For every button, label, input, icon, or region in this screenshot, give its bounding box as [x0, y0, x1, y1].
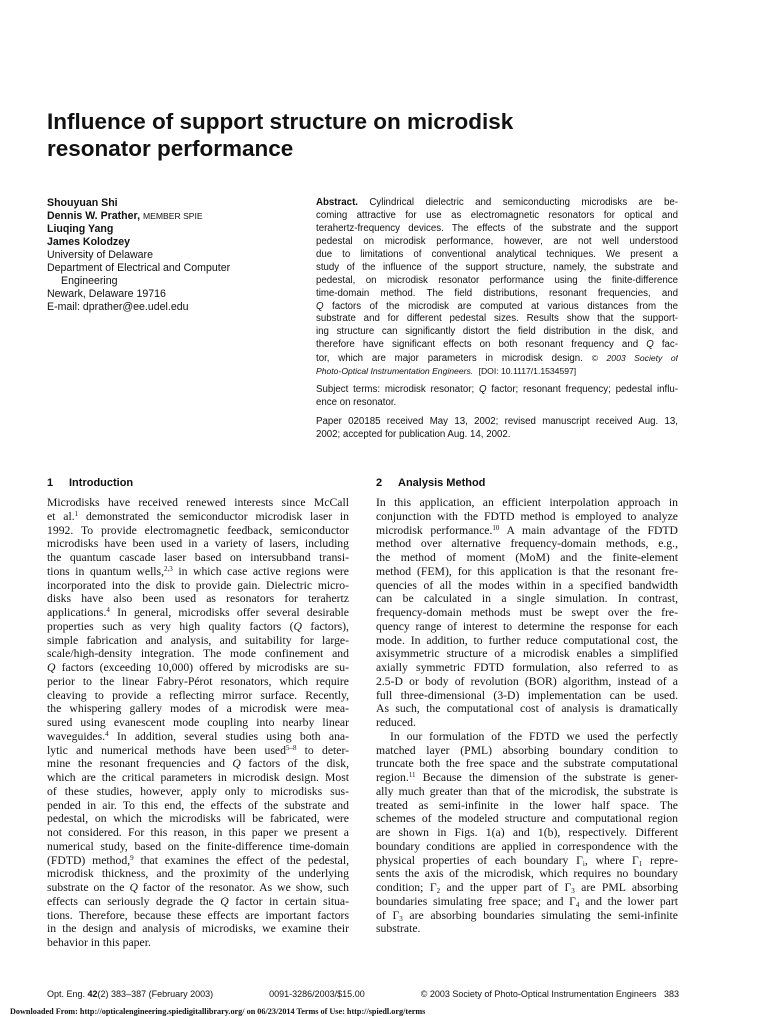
paper-history: Paper 020185 received May 13, 2002; revised manuscript received Aug. 13, 2002; accepted for publication Aug. 14, 2002. — [316, 416, 678, 440]
text-line: In our formulation of the FDTD we used the perfectly — [390, 729, 678, 743]
author-name: Shouyuan Shi — [47, 197, 118, 209]
abstract-label: Abstract. — [316, 197, 358, 208]
section-heading-analysis-method: 2 Analysis Method — [376, 477, 486, 489]
text-line: region.$^{11}$ Because the dimension of the substrate is gener- — [376, 771, 678, 784]
text-line: the method of moment (MoM) and the finite-element — [376, 551, 678, 564]
text-line: applications.$^4$ In general, microdisks offer several desirable — [47, 606, 349, 619]
text-line: mode. In addition, to further reduce computational cost, the — [376, 633, 678, 647]
text-line: microdisk performance.$^{10}$ A main advantage of the FDTD — [376, 523, 678, 537]
text-line: in the design and analysis of microdisks, we examine their — [47, 922, 349, 936]
text-line: axisymmetric structure of a microdisk enables a simplified — [376, 647, 678, 661]
text-line: pedestal, on which the microdisks will be fabricated, were — [47, 812, 349, 826]
text-line: truncate both the free space and the substrate computational — [376, 757, 678, 771]
title-line-2: resonator performance — [47, 136, 294, 161]
text-line: not considered. For this reason, in this paper we present a — [47, 826, 349, 839]
text-line: can be calculated in a single simulation. In contrast, — [376, 592, 678, 606]
text-line: behavior in this paper. — [47, 936, 151, 949]
email: E-mail: dprather@ee.udel.edu — [47, 301, 189, 313]
text-line: et al.$^1$ demonstrated the semiconductor microdisk laser in — [47, 509, 349, 523]
author-name: Dennis W. Prather, — [47, 210, 141, 222]
text-line: tions in quantum wells,$^{2,3}$ in which case active regions were — [47, 564, 349, 578]
author-name: Liuqing Yang — [47, 223, 114, 235]
abstract-text: Abstract. Cylindrical dielectric and semiconducting microdisks are be- coming attractive for use as electromagnetic resonators for optical and terahertz-frequency devices. The effects of the substrate and the support pedestal on microdisk performance, however, are not well understood due to limitations of conventional analytical techniques. We present a study of the influence of the support structure, namely, the substrate and pedestal, on microdisk resonator performance using the finite-difference time-domain method. The field distributions, resonant frequencies, and Q factors of the microdisk are computed at various distances from the substrate and for different pedestal sizes. Results show that the support- ing structure can significantly distort the field distribution in the disk, and therefore have significant effects on both resonant frequency and Q fac- tor, which are major parameters in microdisk design. © 2003 Society of Photo-Optical Instrumentation Engineers. [DOI: 10.1117/1.1534597] — [316, 197, 678, 377]
text-line: effects can seriously degrade the Q factor in certain situa- — [47, 894, 349, 908]
text-line: are shown in Figs. 1(a) and 1(b), respectively. Different — [376, 826, 678, 839]
text-line: the quantum cascade laser based on intersubband transi- — [47, 551, 349, 564]
abstract-block — [316, 197, 678, 448]
text-line: cleaving to provide a reflecting mirror surface. Recently, — [47, 688, 349, 702]
paper-title — [47, 108, 607, 162]
affiliation: University of Delaware — [47, 249, 153, 261]
text-line: substrate. — [376, 922, 421, 936]
text-line: treated as semi-infinite in the lower half space. The — [376, 798, 678, 812]
text-line: method over alternative frequency-domain methods, e.g., — [376, 537, 678, 551]
page-number: 383 — [663, 989, 679, 999]
text-line: the whispering gallery modes of a microdisk were mea- — [47, 702, 349, 716]
text-line: boundary conditions are applied in correspondence with the — [376, 839, 678, 853]
text-line: Q factors (exceeding 10,000) offered by microdisks are su- — [47, 661, 349, 674]
text-line: As such, the computational cost of analysis is dramatically — [376, 702, 678, 716]
text-line: Microdisks have received renewed interests since McCall — [47, 496, 349, 509]
text-line: tions. Therefore, because these effects are important factors — [47, 908, 349, 922]
text-line: disks have also been used as resonators for terahertz — [47, 592, 349, 606]
text-line: condition; $\Gamma_2$ and the upper part of $\Gamma_3$ are PML absorbing — [376, 881, 678, 895]
subject-terms: Subject terms: microdisk resonator; Q factor; resonant frequency; pedestal influ- ence on resonator. — [316, 384, 678, 409]
affiliation: Engineering — [61, 275, 118, 287]
doi: [DOI: 10.1117/1.1534597] — [478, 366, 577, 377]
text-line: properties such as very high quality factors (Q factors), — [47, 619, 349, 633]
text-line: lytic and numerical methods have been used$^{5-8}$ to deter- — [47, 743, 349, 757]
text-line: conjunction with the FDTD method is employed to analyze — [376, 509, 678, 523]
introduction-body — [47, 496, 349, 950]
text-line: sents the axis of the microdisk, which requires no boundary — [376, 867, 678, 881]
text-line: method (FEM), for this application is that the resonant fre- — [376, 564, 678, 578]
citation: Opt. Eng. 42(2) 383–387 (February 2003) — [47, 989, 214, 999]
text-line: full three-dimensional (3-D) implementation can be used. — [376, 688, 678, 702]
member-tag: MEMBER SPIE — [142, 211, 203, 221]
text-line: microdisk thickness, and the proximity of the underlying — [47, 867, 349, 881]
author-line — [47, 210, 307, 223]
text-line: ally much greater than that of the microdisk, the substrate is — [376, 784, 678, 798]
text-line: sured using evanescent mode coupling into nearby linear — [47, 716, 349, 729]
text-line: boundaries simulating free space; and $\Gamma_4$ and the lower part — [376, 894, 678, 909]
text-line: incorporated into the disk to provide gain. Dielectric micro- — [47, 578, 349, 592]
text-line: schemes of the modeled structure and computational region — [376, 812, 678, 826]
text-line: quencies of all the modes within in a specified bandwidth — [376, 578, 678, 592]
copyright-footer: © 2003 Society of Photo-Optical Instrumentation Engineers 383 — [420, 989, 679, 999]
text-line: pended in air. To this end, the effects of the substrate and — [47, 798, 349, 812]
text-line: reduced. — [376, 716, 416, 729]
text-line: scale/high-density integration. The mode confinement and — [47, 647, 349, 661]
author-name: James Kolodzey — [47, 236, 131, 248]
text-line: substrate on the Q factor of the resonator. As we show, such — [47, 881, 349, 894]
title-line-1: Influence of support structure on microdisk — [47, 109, 514, 134]
text-line: frequency-domain methods must be swept over the fre- — [376, 606, 678, 619]
text-line: 1992. To provide electromagnetic feedback, semiconductor — [47, 523, 349, 537]
analysis-method-body — [376, 496, 678, 936]
section-heading-introduction: 1 Introduction — [47, 477, 134, 489]
text-line: numerical study, based on the finite-difference time-domain — [47, 839, 349, 853]
text-line: matched layer (PML) absorbing boundary condition to — [376, 743, 678, 757]
author-block — [47, 197, 307, 314]
text-line: quency range of interest to determine the response for each — [376, 619, 678, 633]
text-line: perior to the linear Fabry-Pérot resonators, which require — [47, 674, 349, 688]
text-line: simple fabrication and analysis, and suitability for large- — [47, 633, 349, 647]
text-line: of these studies, however, apply only to microdisks sus- — [47, 784, 349, 798]
affiliation: Department of Electrical and Computer — [47, 262, 231, 274]
text-line: axially symmetric FDTD formulation, also referred to as — [376, 661, 678, 674]
text-line: 2.5-D or body of revolution (BOR) algorithm, instead of a — [376, 674, 678, 688]
text-line: waveguides.$^4$ In addition, several studies using both ana- — [47, 729, 349, 743]
text-line: physical properties of each boundary $\Gamma_i$, where $\Gamma_1$ repre- — [376, 853, 678, 868]
text-line: (FDTD) method,$^9$ that examines the effect of the pedestal, — [47, 853, 349, 867]
text-line: mine the resonant frequencies and Q factors of the disk, — [47, 757, 349, 771]
copyright-note: © 2003 Society of — [591, 353, 678, 364]
page-footer — [47, 989, 679, 999]
download-notice: Downloaded From: http://opticalengineering.spiedigitallibrary.org/ on 06/23/2014 Terms of Use: http://spiedl.org/terms — [10, 1007, 426, 1016]
address: Newark, Delaware 19716 — [47, 288, 166, 300]
text-line: In this application, an efficient interpolation approach in — [376, 496, 678, 509]
text-line: which are the critical parameters in microdisk design. Most — [47, 771, 349, 784]
text-line: microdisks have been used in a variety of lasers, including — [47, 537, 349, 551]
issn-price: 0091-3286/2003/$15.00 — [269, 989, 365, 999]
text-line: of $\Gamma_3$ are absorbing boundaries simulating the semi-infinite — [376, 908, 678, 923]
